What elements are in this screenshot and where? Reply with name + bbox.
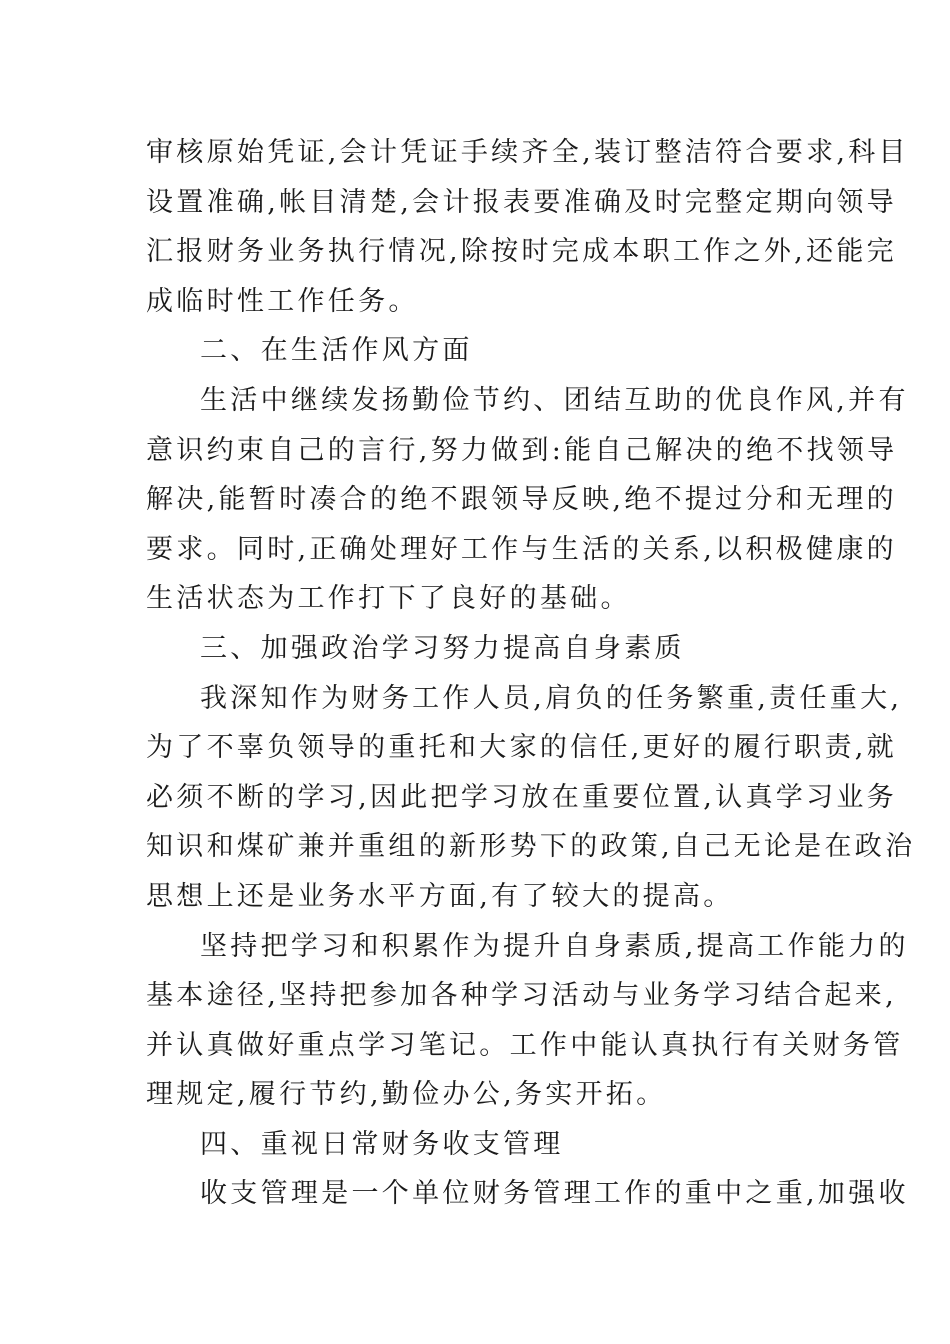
section-heading: 三、加强政治学习努力提高自身素质 xyxy=(200,632,685,664)
text-line: 我深知作为财务工作人员,肩负的任务繁重,责任重大, xyxy=(200,682,903,714)
text-line: 知识和煤矿兼并重组的新形势下的政策,自己无论是在政治 xyxy=(146,831,916,863)
text-line: 要求。同时,正确处理好工作与生活的关系,以积极健康的 xyxy=(146,533,897,565)
text-line: 必须不断的学习,因此把学习放在重要位置,认真学习业务 xyxy=(146,781,897,813)
text-line: 解决,能暂时凑合的绝不跟领导反映,绝不提过分和无理的 xyxy=(146,484,897,516)
text-line: 审核原始凭证,会计凭证手续齐全,装订整洁符合要求,科目 xyxy=(146,137,909,168)
text-line: 为了不辜负领导的重托和大家的信任,更好的履行职责,就 xyxy=(146,732,897,764)
section-heading: 四、重视日常财务收支管理 xyxy=(200,1128,564,1160)
text-line: 并认真做好重点学习笔记。工作中能认真执行有关财务管 xyxy=(146,1029,904,1061)
text-line: 收支管理是一个单位财务管理工作的重中之重,加强收 xyxy=(200,1178,909,1210)
document-body xyxy=(146,128,916,1219)
text-line: 基本途径,坚持把参加各种学习活动与业务学习结合起来, xyxy=(146,980,897,1012)
text-line: 理规定,履行节约,勤俭办公,务实开拓。 xyxy=(146,1079,667,1111)
text-line: 汇报财务业务执行情况,除按时完成本职工作之外,还能完 xyxy=(146,236,897,268)
text-line: 生活中继续发扬勤俭节约、团结互助的优良作风,并有 xyxy=(200,384,909,416)
text-line: 坚持把学习和积累作为提升自身素质,提高工作能力的 xyxy=(200,930,909,962)
text-line: 生活状态为工作打下了良好的基础。 xyxy=(146,583,631,615)
section-heading: 二、在生活作风方面 xyxy=(200,335,473,367)
text-line: 设置准确,帐目清楚,会计报表要准确及时完整定期向领导 xyxy=(146,186,897,218)
text-line: 成临时性工作任务。 xyxy=(146,285,419,317)
text-line: 意识约束自己的言行,努力做到:能自己解决的绝不找领导 xyxy=(146,434,898,466)
text-line: 思想上还是业务水平方面,有了较大的提高。 xyxy=(146,880,734,912)
